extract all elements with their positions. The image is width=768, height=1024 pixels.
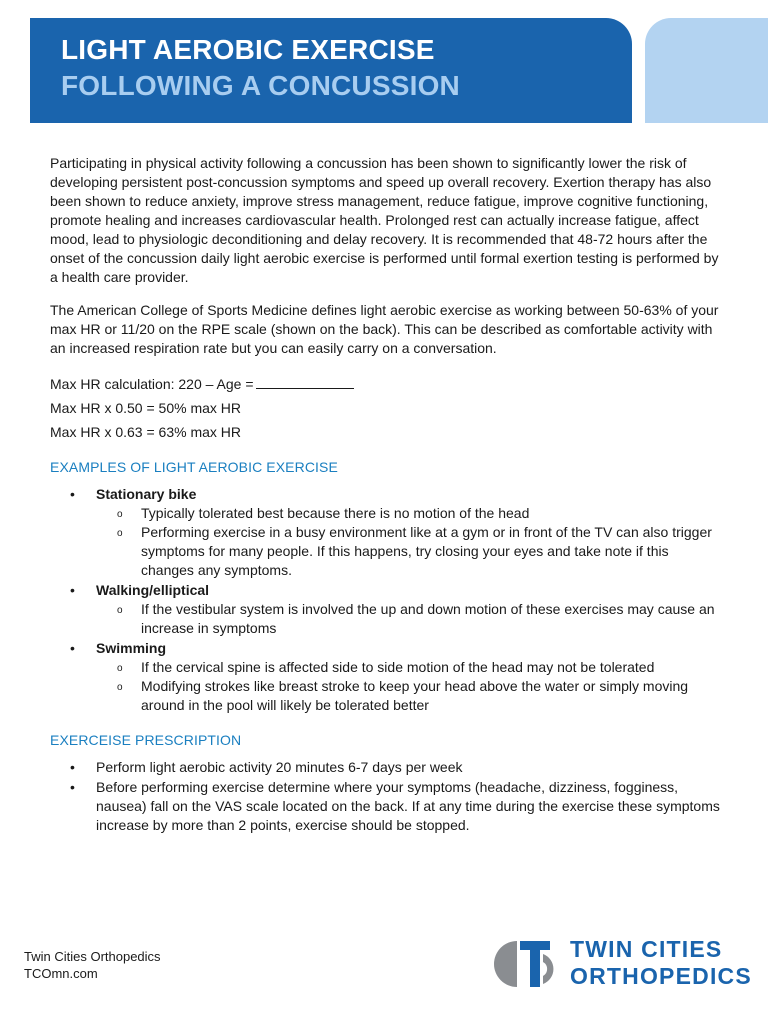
prescription-item: • Perform light aerobic activity 20 minutes 6-7 days per week: [50, 758, 720, 777]
footer-site: TCOmn.com: [24, 966, 98, 981]
page-subtitle: FOLLOWING A CONCUSSION: [61, 70, 460, 101]
page-title: LIGHT AEROBIC EXERCISE: [61, 34, 435, 65]
title-banner: [30, 18, 632, 123]
example-title: • Walking/elliptical: [96, 582, 210, 598]
age-blank-field: [256, 374, 354, 389]
example-sub-item: o Modifying strokes like breast stroke to keep your head above the water or simply moving around in the pool will likely be tolerated better: [96, 677, 720, 715]
example-sub-item: o Typically tolerated best because there is no motion of the head: [96, 504, 720, 523]
document-body: [50, 154, 720, 836]
example-sub-item: o Performing exercise in a busy environment like at a gym or in front of the TV can also trigger symptoms for many people. If this happens, try closing your eyes and take note if this changes any symptoms.: [96, 523, 720, 580]
hr-calculation: [50, 372, 720, 444]
calc-line-3: Max HR x 0.63 = 63% max HR: [50, 424, 242, 440]
prescription-heading: EXERCEISE PRESCRIPTION: [50, 732, 242, 748]
intro-paragraph-2: The American College of Sports Medicine defines light aerobic exercise as working between 50-63% of your max HR or 11/20 on the RPE scale (shown on the back). This can be described as comfortable activity with an increased respiration rate but you can easily carry on a conversation.: [50, 302, 719, 356]
tco-logo: [490, 936, 752, 991]
example-item: [50, 639, 720, 715]
examples-heading: EXAMPLES OF LIGHT AEROBIC EXERCISE: [50, 459, 338, 475]
intro-paragraph-1: Participating in physical activity following a concussion has been shown to significantly lower the risk of developing persistent post-concussion symptoms and speed up overall recovery. Exertion therapy has also been shown to reduce anxiety, improve stress management, reduce fatigue, improve cognitive functioning, promote healing and increases cardiovascular health. Prolonged rest can actually increase fatigue, affect mood, lead to physiologic deconditioning and delay recovery. It is recommended that 48-72 hours after the onset of the concussion daily light aerobic exercise is performed until formal exertion testing is performed by a health care provider.: [50, 155, 719, 285]
calc-line-1: [50, 372, 720, 396]
example-sub-item: o If the vestibular system is involved the up and down motion of these exercises may cause an increase in symptoms: [96, 600, 720, 638]
prescription-item: • Before performing exercise determine where your symptoms (headache, dizziness, fogginess, nausea) fall on the VAS scale located on the back. If at any time during the exercise these symptoms increase by more than 2 points, exercise should be stopped.: [50, 778, 720, 835]
calc-line-2: Max HR x 0.50 = 50% max HR: [50, 400, 242, 416]
logo-text-line-1: TWIN CITIES: [570, 936, 723, 962]
calc-line-1-text: Max HR calculation: 220 – Age =: [50, 376, 254, 392]
decorative-tab: [645, 18, 768, 123]
example-item: [50, 485, 720, 580]
tco-logo-mark-icon: [490, 936, 560, 991]
example-title: • Swimming: [96, 640, 167, 656]
example-sub-item: o If the cervical spine is affected side to side motion of the head may not be tolerated: [96, 658, 720, 677]
footer-org: Twin Cities Orthopedics: [24, 949, 161, 964]
example-title: • Stationary bike: [96, 486, 197, 502]
footer-contact: [24, 948, 161, 982]
examples-list: [50, 485, 720, 715]
logo-text-line-2: ORTHOPEDICS: [570, 963, 752, 989]
example-subs: [96, 504, 720, 580]
example-subs: [96, 600, 720, 638]
example-subs: [96, 658, 720, 715]
example-item: [50, 581, 720, 638]
prescription-list: [50, 758, 720, 835]
